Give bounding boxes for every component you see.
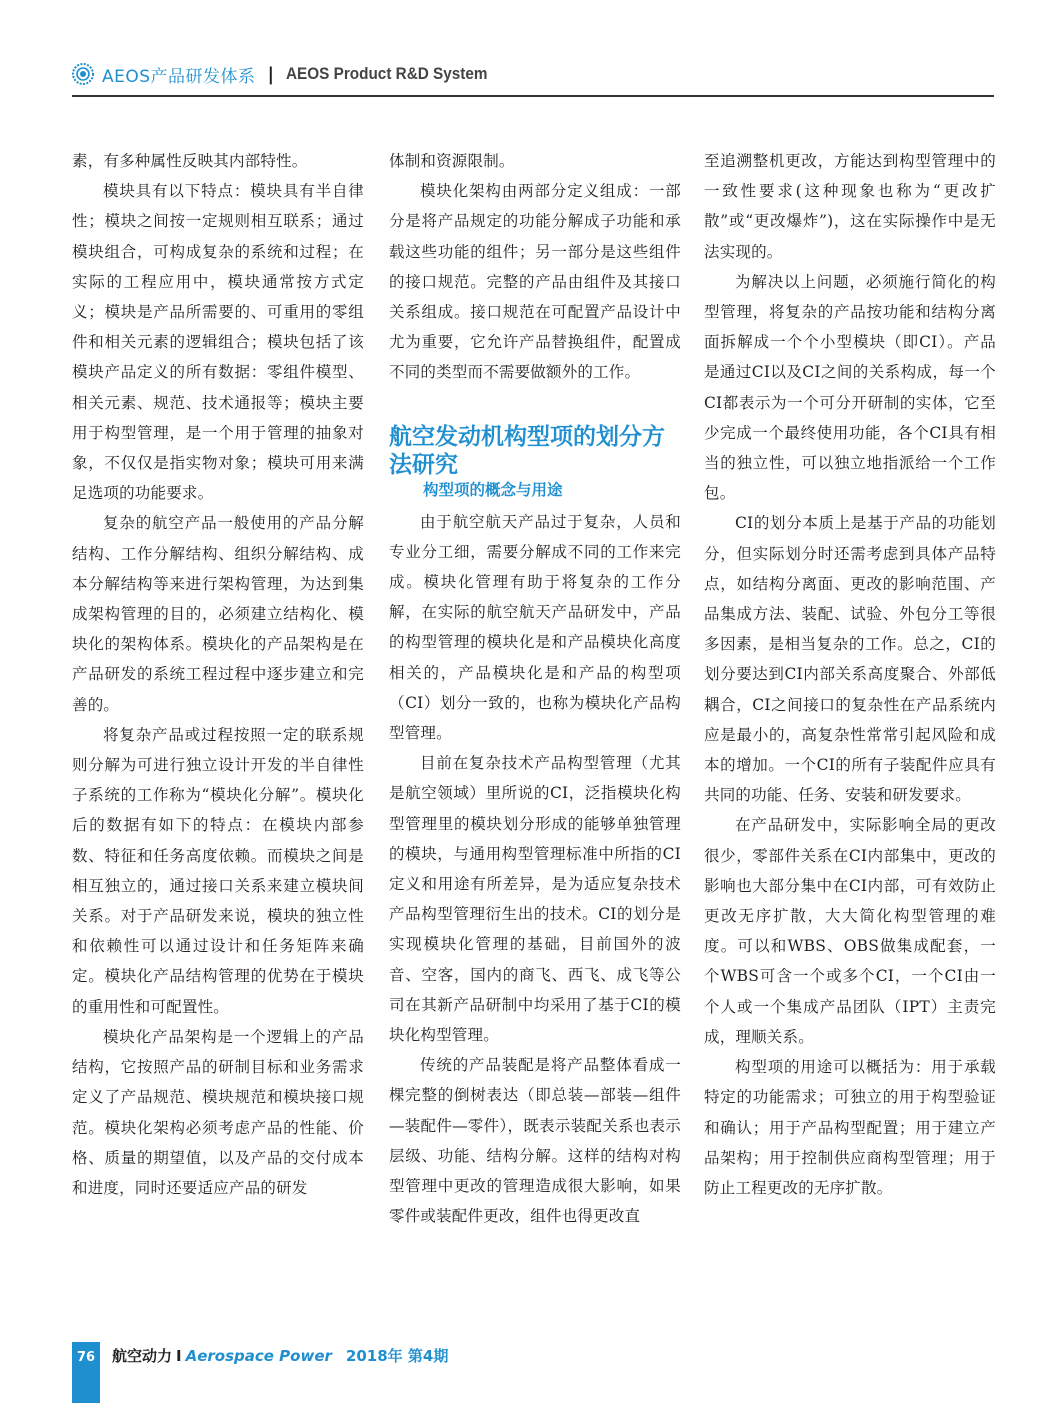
header-separator: | xyxy=(267,63,275,85)
footer-separator: I xyxy=(176,1347,182,1365)
paragraph: 素，有多种属性反映其内部特性。 xyxy=(72,152,308,170)
page-number: 76 xyxy=(76,1350,96,1365)
page-header xyxy=(72,58,994,90)
paragraph: 目前在复杂技术产品构型管理（尤其是航空领域）里所说的CI，泛指模块化构型管理里的模块划分形成的能够单独管理的模块，与通用构型管理标准中所指的CI定义和用途有所差异，是为适应复杂技术产品构型管理衍生出的技术。CI的划分是实现模块化管理的基础，目前国外的波音、空客，国内的商飞、西飞、成飞等公司在其新产品研制中均采用了基于CI的模块化构型管理。 xyxy=(389,754,681,1045)
journal-en-name: Aerospace Power xyxy=(185,1347,332,1365)
text-column-3 xyxy=(704,146,996,1203)
section-subtitle: 构型项的概念与用途 xyxy=(423,480,563,499)
paragraph: 模块化产品架构是一个逻辑上的产品结构，它按照产品的研制目标和业务需求定义了产品规范、模块规范和模块接口规范。模块化架构必须考虑产品的性能、价格、质量的期望值，以及产品的交付成本和进度，同时还要适应产品的研发 xyxy=(72,1027,364,1197)
footer-journal-line xyxy=(112,1345,448,1366)
text-column-1 xyxy=(72,146,364,1203)
paragraph: 模块具有以下特点：模块具有半自律性；模块之间按一定规则相互联系；通过模块组合，可构成复杂的系统和过程；在实际的工程应用中，模块通常按方式定义；模块是产品所需要的、可重用的零组件和相关元素的逻辑组合；模块包括了该模块产品定义的所有数据：零组件模型、相关元素、规范、技术通报等；模块主要用于构型管理，是一个用于管理的抽象对象，不仅仅是指实物对象；模块可用来满足选项的功能要求。 xyxy=(72,182,364,503)
paragraph: 模块化架构由两部分定义组成：一部分是将产品规定的功能分解成子功能和承载这些功能的组件；另一部分是这些组件的接口规范。完整的产品由组件及其接口关系组成。接口规范在可配置产品设计中尤为重要，它允许产品替换组件，配置成不同的类型而不需要做额外的工作。 xyxy=(389,182,681,382)
paragraph: 传统的产品装配是将产品整体看成一棵完整的倒树表达（即总装—部装—组件—装配件—零件），既表示装配关系也表示层级、功能、结构分解。这样的结构对构型管理中更改的管理造成很大影响，如果零件或装配件更改，组件也得更改直 xyxy=(389,1056,681,1226)
paragraph: 将复杂产品或过程按照一定的联系规则分解为可进行独立设计开发的半自律性子系统的工作称为“模块化分解”。模块化后的数据有如下的特点：在模块内部参数、特征和任务高度依赖。而模块之间是相互独立的，通过接口关系来建立模块间关系。对于产品研发来说，模块的独立性和依赖性可以通过设计和任务矩阵来确定。模块化产品结构管理的优势在于模块的重用性和可配置性。 xyxy=(72,725,364,1016)
paragraph: 体制和资源限制。 xyxy=(389,152,515,170)
page-footer xyxy=(72,1342,994,1403)
paragraph: 复杂的航空产品一般使用的产品分解结构、工作分解结构、组织分解结构、成本分解结构等来进行架构管理，为达到集成架构管理的目的，必须建立结构化、模块化的架构体系。模块化的产品架构是在产品研发的系统工程过程中逐步建立和完善的。 xyxy=(72,514,364,714)
header-divider xyxy=(72,95,994,97)
page-number-tab xyxy=(72,1342,100,1403)
paragraph: 构型项的用途可以概括为：用于承载特定的功能需求；可独立的用于构型验证和确认；用于产品构型配置；用于建立产品架构；用于控制供应商构型管理；用于防止工程更改的无序扩散。 xyxy=(704,1058,996,1197)
paragraph: 在产品研发中，实际影响全局的更改很少，零部件关系在CI内部集中，更改的影响也大部分集中在CI内部，可有效防止更改无序扩散，大大简化构型管理的难度。可以和WBS、OBS做集成配套，一个WBS可含一个或多个CI，一个CI由一个人或一个集成产品团队（IPT）主责完成，理顺关系。 xyxy=(704,816,996,1046)
paragraph: CI的划分本质上是基于产品的功能划分，但实际划分时还需考虑到具体产品特点，如结构分离面、更改的影响范围、产品集成方法、装配、试验、外包分工等很多因素，是相当复杂的工作。总之，CI的划分要达到CI内部关系高度聚合、外部低耦合，CI之间接口的复杂性在产品系统内应是最小的，高复杂性常常引起风险和成本的增加。一个CI的所有子装配件应具有共同的功能、任务、安装和研发要求。 xyxy=(704,514,996,805)
text-column-2 xyxy=(389,146,681,1232)
header-cn-title: AEOS产品研发体系 xyxy=(102,66,256,87)
journal-cn-name: 航空动力 xyxy=(112,1347,173,1365)
header-en-title: AEOS Product R&D System xyxy=(286,64,488,83)
sunburst-logo-icon xyxy=(72,63,94,85)
section-title: 航空发动机构型项的划分方法研究 xyxy=(389,423,665,478)
paragraph: 至追溯整机更改，方能达到构型管理中的一致性要求(这种现象也称为“更改扩散”或“更改爆炸”)，这在实际操作中是无法实现的。 xyxy=(704,152,996,261)
paragraph: 为解决以上问题，必须施行简化的构型管理，将复杂的产品按功能和结构分离面拆解成一个个小型模块（即CI）。产品是通过CI以及CI之间的关系构成，每一个CI都表示为一个可分开研制的实体，它至少完成一个最终使用功能，各个CI具有相当的独立性，可以独立地指派给一个工作包。 xyxy=(704,272,996,503)
paragraph: 由于航空航天产品过于复杂，人员和专业分工细，需要分解成不同的工作来完成。模块化管理有助于将复杂的工作分解，在实际的航空航天产品研发中，产品的构型管理的模块化是和产品模块化高度相关的，产品模块化是和产品的构型项（CI）划分一致的，也称为模块化产品构型管理。 xyxy=(389,512,681,743)
issue-label: 2018年 第4期 xyxy=(345,1347,449,1365)
